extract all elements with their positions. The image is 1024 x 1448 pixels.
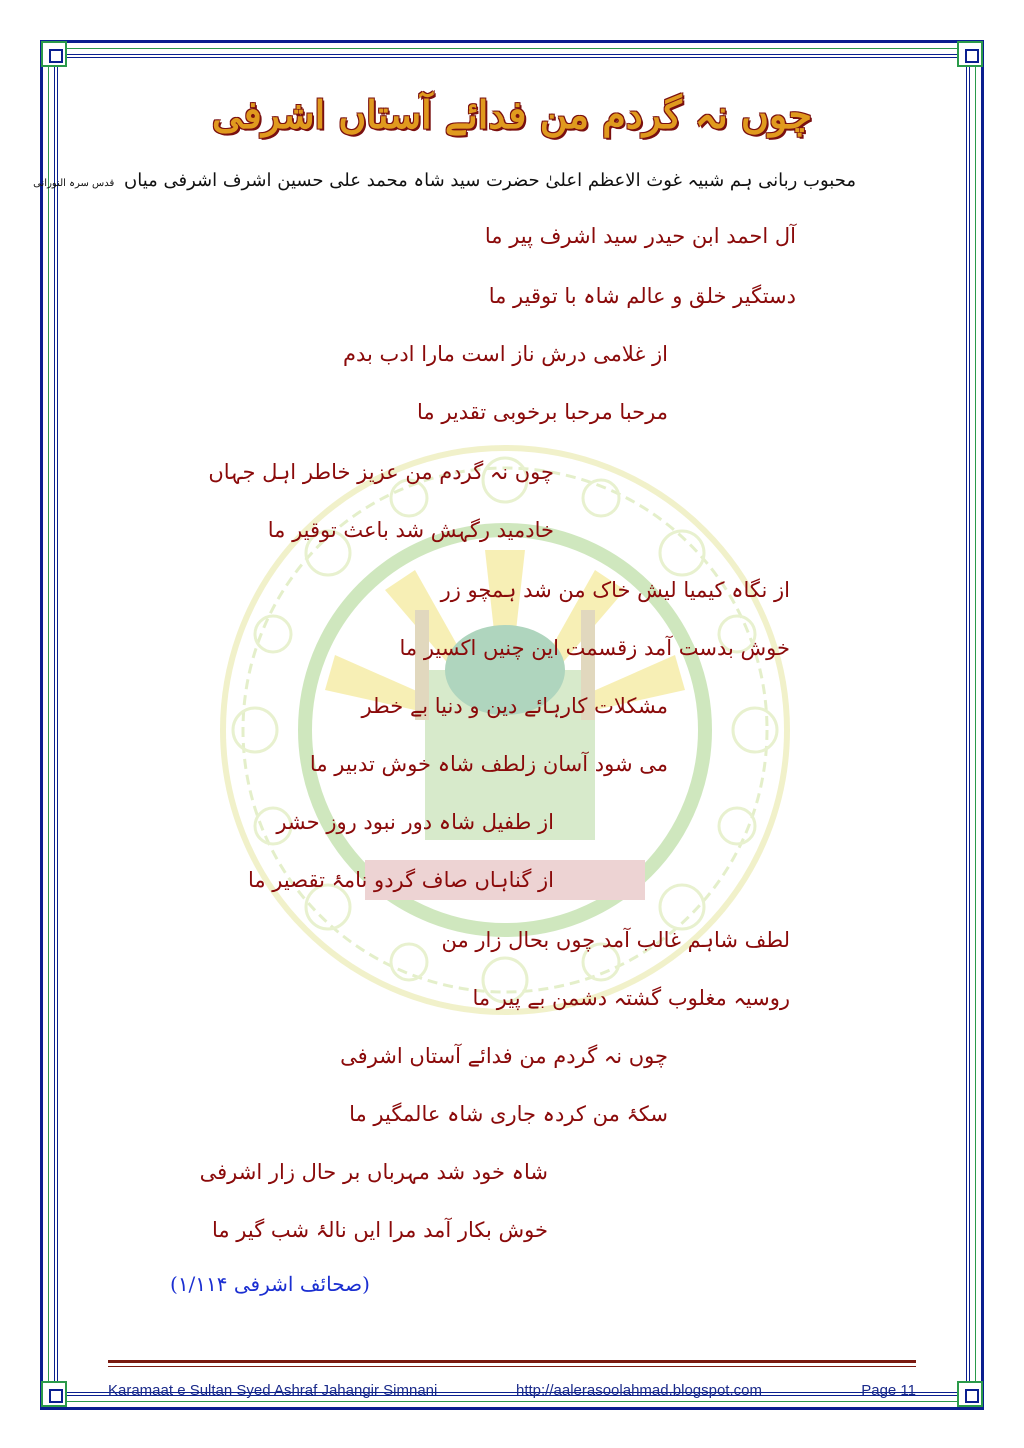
verse-line: از غلامی درش ناز است مارا ادب بدم [343,342,668,366]
footer-rule-thick [108,1360,916,1363]
verse-line: مشکلات کارہائے دین و دنیا بے خطر [361,694,668,718]
verse-line: آل احمد ابن حیدر سید اشرف پیر ما [484,224,796,248]
footer-rule-thin [108,1366,916,1367]
footer-url[interactable]: http://aalerasoolahmad.blogspot.com [516,1382,762,1399]
verse-line: خوش بکار آمد مرا ایں نالۂ شب گیر ما [211,1218,548,1242]
corner-ornament-top-left [41,41,67,67]
source-reference: (صحائف اشرفی ۱/۱۱۴) [170,1272,370,1296]
verse-line: چوں نہ گردم من عزیز خاطر اہل جہاں [208,460,554,484]
verse-line: چوں نہ گردم من فدائے آستاں اشرفی [340,1044,668,1068]
corner-ornament-bottom-left [41,1381,67,1407]
verse-line: از نگاہ کیمیا لیش خاک من شد ہمچو زر [440,578,790,602]
verse-line: سکۂ من کردہ جاری شاہ عالمگیر ما [349,1102,668,1126]
verse-line: شاہ خود شد مہرباں بر حال زار اشرفی [199,1160,548,1184]
verse-line: مرحبا مرحبا برخوبی تقدیر ما [417,400,668,424]
footer-book-title: Karamaat e Sultan Syed Ashraf Jahangir Simnani [108,1382,438,1399]
corner-ornament-bottom-right [957,1381,983,1407]
verse-line: از طفیل شاہ دور نبود روز حشر [276,810,554,834]
verse-line: خادمید رگہش شد باعث توقیر ما [267,518,554,542]
footer-page-number: Page 11 [861,1382,916,1399]
page-title: چوں نہ گردم من فدائے آستاں اشرفی [211,92,813,137]
corner-ornament-top-right [957,41,983,67]
verse-line: خوش بدست آمد زقسمت این چنیں اکسیر ما [399,636,790,660]
verse-line: از گناہاں صاف گردو نامۂ تقصیر ما [247,868,554,892]
verse-line: روسیہ مغلوب گشتہ دشمن بے پیر ما [472,986,790,1010]
subtitle-dedication [33,170,856,191]
verse-line: می شود آسان زلطف شاہ خوش تدبیر ما [309,752,668,776]
verse-line: لطف شاہم غالب آمد چوں بحال زار من [441,928,790,952]
verse-line: دستگیر خلق و عالم شاہ با توقیر ما [488,284,796,308]
subtitle-honorific: قدس سرہ النورانی [33,178,115,189]
subtitle-main: محبوب ربانی ہم شبیہ غوث الاعظم اعلیٰ حضرت سید شاہ محمد علی حسین اشرف اشرفی میاں [124,170,856,191]
